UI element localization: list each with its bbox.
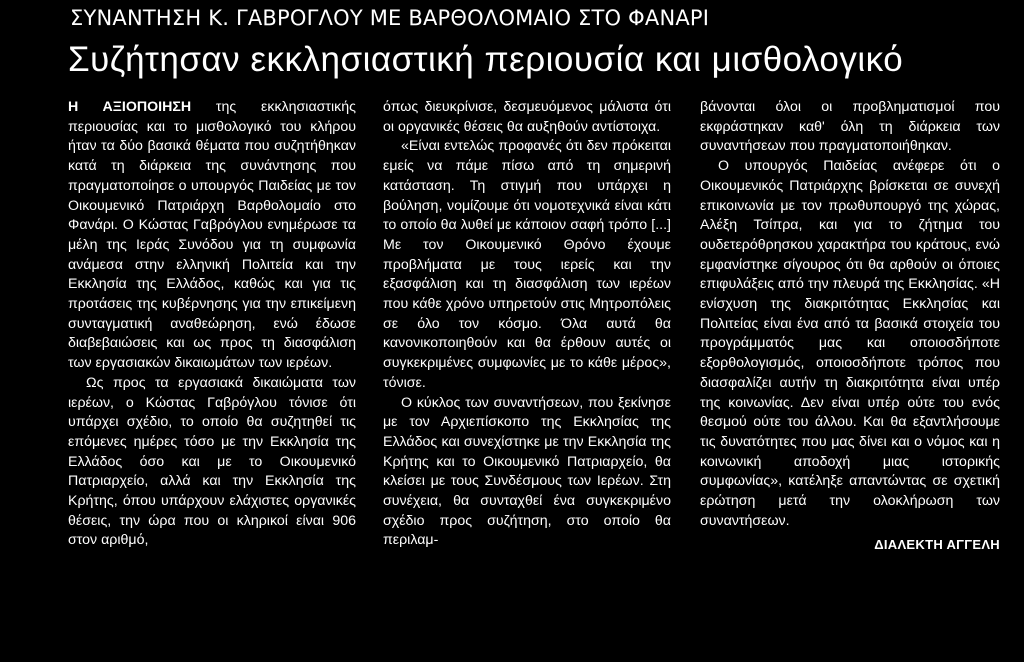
paragraph	[68, 98, 356, 374]
paragraph: Ο κύκλος των συναντήσεων, που ξεκίνησε με τον Αρχιεπίσκοπο της Εκκλησίας της Ελλάδος και συνεχίστηκε με την Εκκλησία της Κρήτης και το Οικουμενικό Πατριαρχείο, θα κλείσει με τους Συνδέσμους των Ιερέων. Στη συνέχεια, θα συνταχθεί ένα συγκεκριμένο σχέδιο προς συζήτηση, στο οποίο θα περιλαμ-	[383, 394, 671, 549]
byline: ΔΙΑΛΕΚΤΗ ΑΓΓΕΛΗ	[874, 537, 1000, 553]
paragraph: βάνονται όλοι οι προβληματισμοί που εκφράστηκαν καθ' όλη τη διάρκεια των συναντήσεων που πραγματοποιήθηκαν.	[700, 99, 1000, 155]
paragraph: όπως διευκρίνισε, δεσμευόμενος μάλιστα ότι οι οργανικές θέσεις θα αυξηθούν αντίστοιχα.	[383, 99, 671, 135]
paragraph: Ο υπουργός Παιδείας ανέφερε ότι ο Οικουμενικός Πατριάρχης βρίσκεται σε συνεχή επικοινωνία με τον πρωθυπουργό της χώρας, Αλέξη Τσίπρα, και για το ζήτημα του ουδετερόθρησκου χαρακτήρα του κράτους, ενώ εμφανίστηκε σίγουρος ότι θα αρθούν οι όποιες επιφυλάξεις από την πλευρά της Εκκλησίας. «Η ενίσχυση της διακριτότητας Εκκλησίας και Πολιτείας είναι ένα από τα βασικά στοιχεία του προγράμματός μας και οποιοσδήποτε εξορθολογισμός, οποιοσδήποτε τρόπος που διασφαλίζει αυτήν τη διακριτότητα είναι υπέρ της κοινωνίας. Δεν είναι υπέρ ούτε του ενός θεσμού ούτε του άλλου. Και θα εξαντλήσουμε τις δυνατότητες που μας δίνει και ο νόμος και η κοινωνική αποδοχή μιας ιστορικής συμφωνίας», κατέληξε απαντώντας σε σχετική ερώτηση μετά την ολοκλήρωση των συναντήσεων.	[700, 158, 1000, 529]
article-column-2	[383, 98, 671, 551]
paragraph: Ως προς τα εργασιακά δικαιώματα των ιερέων, ο Κώστας Γαβρόγλου τόνισε ότι υπάρχει σχέδιο, το οποίο θα συζητηθεί τις επόμενες ημέρες τόσο με την Εκκλησία της Ελλάδος όσο και με το Οικουμενικό Πατριαρχείο, αλλά και την Εκκλησία της Κρήτης, όπου υπάρχουν ελάχιστες οργανικές θέσεις, την ώρα που οι κληρικοί είναι 906 στον αριθμό,	[68, 374, 356, 549]
paragraph-text: της εκκλησιαστικής περιουσίας και το μισθολογικό του κλήρου ήταν τα δύο βασικά θέματα που συζητήθηκαν κατά τη διάρκεια της συνάντησης που πραγματοποίησε ο υπουργός Παιδείας με τον Οικουμενικό Πατριάρχη Βαρθολομαίο στο Φανάρι. Ο Κώστας Γαβρόγλου ενημέρωσε τα μέλη της Ιεράς Συνόδου για τη συμφωνία ανάμεσα στην ελληνική Πολιτεία και την Εκκλησία της Ελλάδος, καθώς και για τις προτάσεις της κυβέρνησης για την επικείμενη συνταγματική αναθεώρηση, ενώ έδωσε διαβεβαιώσεις και ως προς τη διασφάλιση των εργασιακών δικαιωμάτων των ιερέων.	[68, 99, 356, 372]
article-column-1	[68, 98, 356, 551]
article-headline: Συζήτησαν εκκλησιαστική περιουσία και μισθολογικό	[68, 40, 904, 79]
article-kicker: ΣΥΝΑΝΤΗΣΗ Κ. ΓΑΒΡΟΓΛΟΥ ΜΕ ΒΑΡΘΟΛΟΜΑΙΟ ΣΤΟ ΦΑΝΑΡΙ	[70, 6, 710, 30]
paragraph: «Είναι εντελώς προφανές ότι δεν πρόκειται εμείς να πάμε πίσω από τη σημερινή κατάσταση. Τη στιγμή που υπάρχει η βούληση, νομίζουμε ότι νομοτεχνικά είναι κάτι το οποίο θα λυθεί με κάποιον σαφή τρόπο [...] Με τον Οικουμενικό Θρόνο έχουμε προβλήματα με τους ιερείς και την εξασφάλιση και τη διασφάλιση των ιερέων που κάθε χρόνο υπηρετούν στις Μητροπόλεις σε όλο τον κόσμο. Όλα αυτά θα κανονικοποιηθούν και θα έρθουν αυτές οι συγκεκριμένες συμφωνίες με το κάθε μέρος», τόνισε.	[383, 138, 671, 391]
article-column-3	[700, 98, 1000, 555]
lead-word: Η ΑΞΙΟΠΟΙΗΣΗ	[68, 99, 192, 115]
